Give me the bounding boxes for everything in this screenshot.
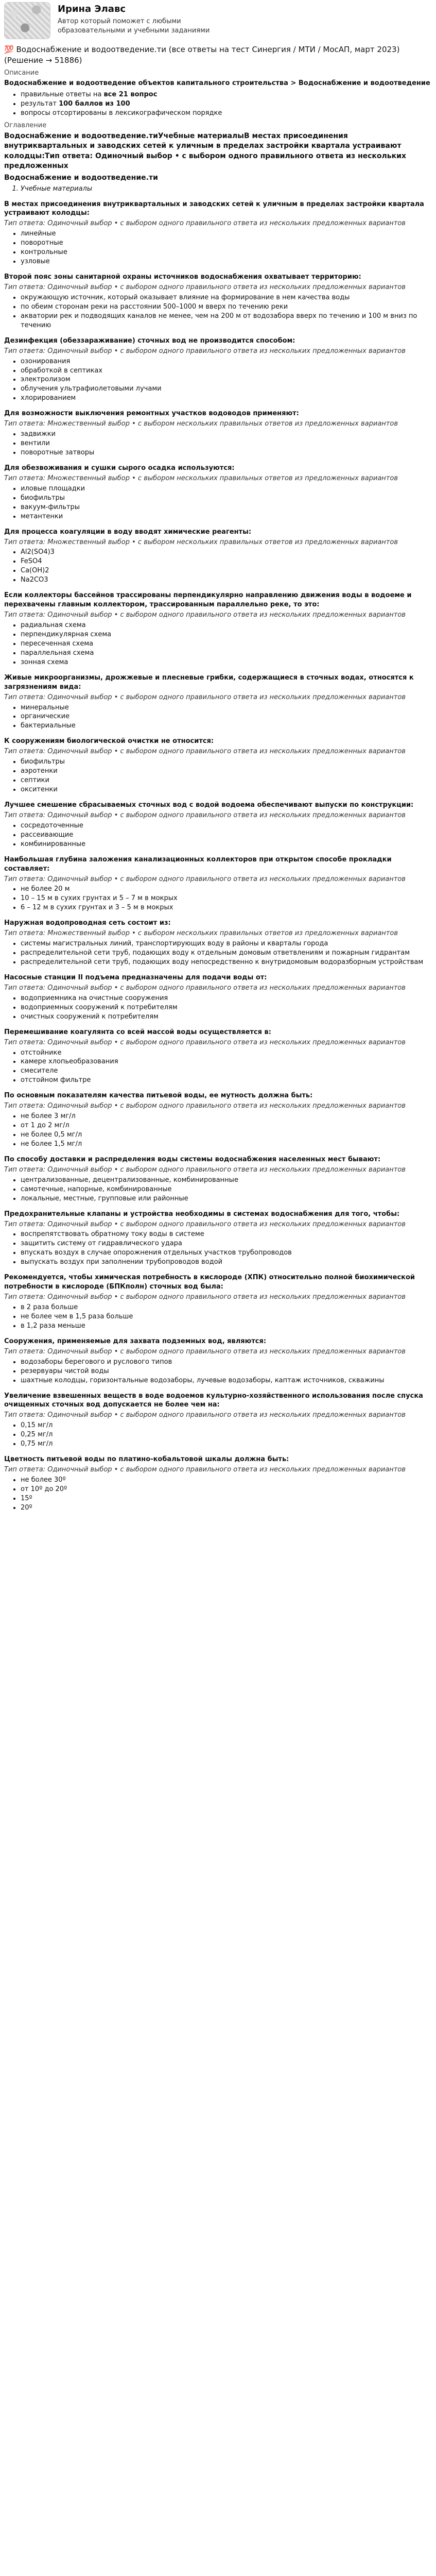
answer-option: • шахтные колодцы, горизонтальные водозаборы, лучевые водозаборы, каптаж источников, скважины — [21, 1376, 432, 1385]
answer-option: • от 1 до 2 мг/л — [21, 1121, 432, 1130]
question-block — [4, 1155, 432, 1204]
answer-option: • зонная схема — [21, 658, 432, 667]
answer-options — [4, 821, 432, 849]
answer-option: • Ca(OH)2 — [21, 566, 432, 575]
answer-option: • 0,25 мг/л — [21, 1430, 432, 1439]
answer-option: • смесителе — [21, 1066, 432, 1076]
answer-option: • минеральные — [21, 703, 432, 713]
answer-option: • локальные, местные, групповые или районные — [21, 1194, 432, 1204]
question-type: Тип ответа: Одиночный выбор • с выбором одного правильного ответа из нескольких предложенных вариантов — [4, 1466, 406, 1474]
answer-option: • централизованные, децентрализованные, комбинированные — [21, 1176, 432, 1185]
question-type: Тип ответа: Множественный выбор • с выбором нескольких правильных ответов из предложенных вариантов — [4, 929, 398, 938]
question-title: Перемешивание коагулянта со всей массой воды осуществляется в: — [4, 1028, 271, 1036]
answer-option: • не более 30º — [21, 1476, 432, 1485]
answer-option: • электролизом — [21, 375, 432, 384]
question-type: Тип ответа: Одиночный выбор • с выбором одного правильного ответа из нескольких предложенных вариантов — [4, 1165, 406, 1174]
answer-option: • воспрепятствовать обратному току воды в системе — [21, 1230, 432, 1239]
answer-option: • распределительной сети труб, подающих воду непосредственно к внутридомовым водоразборным устройствам — [21, 958, 432, 967]
answer-option: • отстойнике — [21, 1048, 432, 1058]
answer-option: • Al2(SO4)3 — [21, 548, 432, 557]
summary-item-text: правильные ответы на — [21, 91, 104, 99]
question-title: Предохранительные клапаны и устройства необходимы в системах водоснабжения для того, чтобы: — [4, 1210, 400, 1218]
question-title: Живые микроорганизмы, дрожжевые и плесневые грибки, содержащиеся в сточных водах, относятся к загрязнениям вида: — [4, 673, 414, 691]
summary-item — [21, 90, 432, 99]
answer-option: • впускать воздух в случае опорожнения отдельных участков трубопроводов — [21, 1248, 432, 1258]
question-block — [4, 919, 432, 967]
answer-option: • Na2CO3 — [21, 575, 432, 585]
answer-options — [4, 357, 432, 403]
answer-option: • не более 3 мг/л — [21, 1112, 432, 1121]
question-block — [4, 1028, 432, 1086]
answer-option: • резервуары чистой воды — [21, 1367, 432, 1376]
answer-options — [4, 939, 432, 967]
answer-option: • камере хлопьеобразования — [21, 1057, 432, 1066]
question-block — [4, 409, 432, 457]
answer-option: • распределительной сети труб, подающих воду к отдельным домовым ответвлениям и пожарным гидрантам — [21, 948, 432, 958]
answer-options — [4, 430, 432, 457]
answer-option: • поворотные — [21, 239, 432, 248]
answer-option: • иловые площадки — [21, 484, 432, 494]
author-name[interactable]: Ирина Элавс — [58, 4, 126, 14]
answer-option: • водозаборы берегового и руслового типов — [21, 1358, 432, 1367]
answer-option: • самотечные, напорные, комбинированные — [21, 1185, 432, 1194]
summary-list — [4, 90, 432, 118]
answer-options — [4, 229, 432, 266]
answer-option: • не более чем в 1,5 раза больше — [21, 1312, 432, 1321]
answer-options — [4, 994, 432, 1022]
answer-option: • 0,75 мг/л — [21, 1439, 432, 1449]
question-block — [4, 464, 432, 521]
avatar[interactable] — [4, 2, 50, 39]
answer-option: • биофильтры — [21, 757, 432, 767]
answer-options — [4, 703, 432, 731]
answer-option: • поворотные затворы — [21, 448, 432, 457]
question-title: Наружная водопроводная сеть состоит из: — [4, 919, 171, 927]
question-block — [4, 1210, 432, 1267]
answer-option: • не более 20 м — [21, 885, 432, 894]
answer-options — [4, 757, 432, 794]
question-block — [4, 200, 432, 267]
answer-option: • 10 – 15 м в сухих грунтах и 5 – 7 м в мокрых — [21, 894, 432, 903]
question-type: Тип ответа: Одиночный выбор • с выбором одного правильного ответа из нескольких предложенных вариантов — [4, 1220, 406, 1228]
question-block — [4, 336, 432, 403]
question-title: Дезинфекция (обеззараживание) сточных вод не производится способом: — [4, 336, 295, 345]
answer-option: • 20º — [21, 1503, 432, 1513]
answer-options — [4, 1476, 432, 1513]
answer-option: • не более 1,5 мг/л — [21, 1140, 432, 1149]
question-block — [4, 1091, 432, 1149]
answer-option: • системы магистральных линий, транспортирующих воду в районы и кварталы города — [21, 939, 432, 948]
question-type: Тип ответа: Одиночный выбор • с выбором одного правильного ответа из нескольких предложенных вариантов — [4, 219, 406, 228]
answer-option: • очистных сооружений к потребителям — [21, 1012, 432, 1022]
answer-options — [4, 484, 432, 521]
answer-option: • окружающую источник, который оказывает влияние на формирование в нем качества воды — [21, 293, 432, 302]
question-type: Тип ответа: Множественный выбор • с выбором нескольких правильных ответов из предложенных вариантов — [4, 474, 398, 482]
summary-item-text: вопросы отсортированы в лексикографическом порядке — [21, 109, 222, 117]
toc-heading: Водоснабжение и водоотведение.тиУчебные материалыВ местах присоединения внутриквартальных и заводских сетей к уличным в пределах застройки квартала устраивают колодцы:Тип ответа: Одиночный выбор • с выбором одного правильного ответа из нескольких предложенных — [4, 132, 406, 170]
answer-option: • задвижки — [21, 430, 432, 439]
question-type: Тип ответа: Одиночный выбор • с выбором одного правильного ответа из нескольких предложенных вариантов — [4, 611, 406, 619]
answer-option: • контрольные — [21, 248, 432, 257]
question-type: Тип ответа: Одиночный выбор • с выбором одного правильного ответа из нескольких предложенных вариантов — [4, 811, 406, 819]
question-type: Тип ответа: Одиночный выбор • с выбором одного правильного ответа из нескольких предложенных вариантов — [4, 984, 406, 992]
question-type: Тип ответа: Одиночный выбор • с выбором одного правильного ответа из нескольких предложенных вариантов — [4, 1347, 406, 1355]
answer-options — [4, 1048, 432, 1086]
answer-option: • рассеивающие — [21, 831, 432, 840]
question-type: Тип ответа: Одиночный выбор • с выбором одного правильного ответа из нескольких предложенных вариантов — [4, 1038, 406, 1046]
question-type: Тип ответа: Множественный выбор • с выбором нескольких правильных ответов из предложенных вариантов — [4, 420, 398, 428]
question-block — [4, 1455, 432, 1513]
answer-option: • вакуум-фильтры — [21, 503, 432, 512]
question-title: Лучшее смешение сбрасываемых сточных вод с водой водоема обеспечивают выпуски по конструкции: — [4, 801, 414, 809]
summary-item — [21, 109, 432, 118]
answer-options — [4, 548, 432, 585]
answer-option: • 15º — [21, 1494, 432, 1503]
question-type: Тип ответа: Множественный выбор • с выбором нескольких правильных ответов из предложенных вариантов — [4, 538, 398, 546]
answer-option: • обработкой в септиках — [21, 366, 432, 376]
answer-option: • водоприемных сооружений к потребителям — [21, 1003, 432, 1012]
answer-option: • от 10º до 20º — [21, 1485, 432, 1494]
answer-options — [4, 885, 432, 912]
toc-subheading: Водоснабжение и водоотведение.ти — [4, 174, 158, 182]
answer-options — [4, 1112, 432, 1149]
question-type: Тип ответа: Одиночный выбор • с выбором одного правильного ответа из нескольких предложенных вариантов — [4, 283, 406, 291]
question-block — [4, 273, 432, 330]
question-title: Цветность питьевой воды по платино-кобальтовой шкалы должна быть: — [4, 1455, 289, 1464]
question-title: По способу доставки и распределения воды системы водоснабжения населенных мест бывают: — [4, 1155, 381, 1163]
question-type: Тип ответа: Одиночный выбор • с выбором одного правильного ответа из нескольких предложенных вариантов — [4, 693, 406, 701]
summary-item-highlight: 100 баллов из 100 — [59, 100, 130, 108]
answer-option: • не более 0,5 мг/л — [21, 1130, 432, 1140]
answer-option: • водоприемника на очистные сооружения — [21, 994, 432, 1003]
toc-list — [4, 184, 432, 194]
question-type: Тип ответа: Одиночный выбор • с выбором одного правильного ответа из нескольких предложенных вариантов — [4, 1411, 406, 1419]
answer-options — [4, 1358, 432, 1385]
author-info — [58, 2, 212, 36]
answer-option: • в 2 раза больше — [21, 1303, 432, 1312]
author-header — [4, 2, 432, 39]
toc-item[interactable]: 1. Учебные материалы — [21, 184, 432, 194]
question-title: Наибольшая глубина заложения канализационных коллекторов при открытом способе прокладки составляет: — [4, 855, 392, 873]
answer-option: • септики — [21, 776, 432, 785]
answer-option: • озонирования — [21, 357, 432, 366]
question-title: Увеличение взвешенных веществ в воде водоемов культурно-хозяйственного использования после спуска очищенных сточных вод допускается не более чем на: — [4, 1392, 423, 1409]
question-block — [4, 1392, 432, 1449]
summary-item-highlight: все 21 вопрос — [103, 91, 158, 99]
answer-option: • облучения ультрафиолетовыми лучами — [21, 384, 432, 394]
answer-option: • акватории рек и подводящих каналов не менее, чем на 200 м от водозабора вверх по течению и 100 м вниз по течению — [21, 312, 432, 330]
question-title: Для возможности выключения ремонтных участков водоводов применяют: — [4, 410, 299, 418]
question-block — [4, 737, 432, 794]
question-title: К сооружениям биологической очистки не относится: — [4, 737, 214, 745]
answer-option: • отстойном фильтре — [21, 1076, 432, 1085]
question-title: По основным показателям качества питьевой воды, ее мутность должна быть: — [4, 1092, 313, 1100]
question-type: Тип ответа: Одиночный выбор • с выбором одного правильного ответа из нескольких предложенных вариантов — [4, 748, 406, 756]
answer-options — [4, 621, 432, 667]
summary-item-text: результат — [21, 100, 59, 108]
answer-option: • перпендикулярная схема — [21, 630, 432, 639]
answer-option: • выпускать воздух при заполнении трубопроводов водой — [21, 1258, 432, 1267]
question-type: Тип ответа: Одиночный выбор • с выбором одного правильного ответа из нескольких предложенных вариантов — [4, 1293, 406, 1301]
answer-option: • хлорированием — [21, 394, 432, 403]
question-type: Тип ответа: Одиночный выбор • с выбором одного правильного ответа из нескольких предложенных вариантов — [4, 1102, 406, 1110]
question-title: Для обезвоживания и сушки сырого осадка используются: — [4, 464, 235, 472]
question-title: Если коллекторы бассейнов трассированы перпендикулярно направлению движения воды в водоеме и перехвачены главным коллектором, трассированным параллельно реке, то это: — [4, 591, 412, 609]
answer-option: • органические — [21, 712, 432, 721]
answer-option: • комбинированные — [21, 840, 432, 849]
question-block — [4, 973, 432, 1022]
answer-option: • бактериальные — [21, 721, 432, 731]
question-block — [4, 1273, 432, 1331]
answer-option: • окситенки — [21, 785, 432, 794]
answer-option: • по обеим сторонам реки на расстоянии 500–1000 м вверх по течению реки — [21, 302, 432, 312]
question-title: Сооружения, применяемые для захвата подземных вод, являются: — [4, 1337, 267, 1345]
question-type: Тип ответа: Одиночный выбор • с выбором одного правильного ответа из нескольких предложенных вариантов — [4, 347, 406, 355]
question-title: Рекомендуется, чтобы химическая потребность в кислороде (ХПК) относительно полной биохимической потребности в кислороде (БПКполн) сточных вод была: — [4, 1274, 415, 1291]
toc-label: Оглавление — [4, 122, 47, 130]
question-block — [4, 591, 432, 667]
answer-option: • в 1,2 раза меньше — [21, 1321, 432, 1331]
answer-option: • параллельная схема — [21, 649, 432, 658]
answer-option: • 0,15 мг/л — [21, 1421, 432, 1430]
description-heading: Водоснабжение и водоотведение объектов капитального строительства > Водоснабжение и водоотведение — [4, 79, 430, 88]
page-title: 💯 Водоснабжение и водоотведение.ти (все ответы на тест Синергия / МТИ / МосАП, март 2023) (Решение → 51886) — [4, 45, 400, 65]
summary-item — [21, 99, 432, 109]
answer-options — [4, 1230, 432, 1267]
answer-option: • линейные — [21, 229, 432, 239]
answer-options — [4, 1421, 432, 1449]
questions-list — [4, 200, 432, 1513]
question-block — [4, 801, 432, 849]
question-block — [4, 855, 432, 913]
answer-option: • радиальная схема — [21, 621, 432, 630]
question-title: Второй пояс зоны санитарной охраны источников водоснабжения охватывает территорию: — [4, 273, 361, 281]
question-block — [4, 1337, 432, 1385]
answer-options — [4, 1176, 432, 1204]
question-block — [4, 673, 432, 731]
answer-option: • вентили — [21, 439, 432, 448]
question-type: Тип ответа: Одиночный выбор • с выбором одного правильного ответа из нескольких предложенных вариантов — [4, 875, 406, 883]
question-title: В местах присоединения внутриквартальных и заводских сетей к уличным в пределах застройки квартала устраивают колодцы: — [4, 200, 424, 217]
answer-option: • биофильтры — [21, 494, 432, 503]
answer-option: • сосредоточенные — [21, 821, 432, 831]
answer-option: • защитить систему от гидравлического удара — [21, 1239, 432, 1248]
author-description: Автор который поможет с любыми образовательными и учебными заданиями — [58, 17, 210, 35]
answer-option: • пересеченная схема — [21, 639, 432, 649]
answer-option: • аэротенки — [21, 767, 432, 776]
description-label: Описание — [4, 69, 39, 77]
answer-option: • 6 – 12 м в сухих грунтах и 3 – 5 м в мокрых — [21, 903, 432, 912]
answer-option: • метантенки — [21, 512, 432, 521]
question-title: Для процесса коагуляции в воду вводят химические реагенты: — [4, 528, 252, 536]
answer-option: • узловые — [21, 257, 432, 266]
question-block — [4, 528, 432, 585]
answer-options — [4, 293, 432, 330]
answer-option: • FeSO4 — [21, 557, 432, 566]
answer-options — [4, 1303, 432, 1331]
question-title: Насосные станции II подъема предназначены для подачи воды от: — [4, 973, 267, 981]
